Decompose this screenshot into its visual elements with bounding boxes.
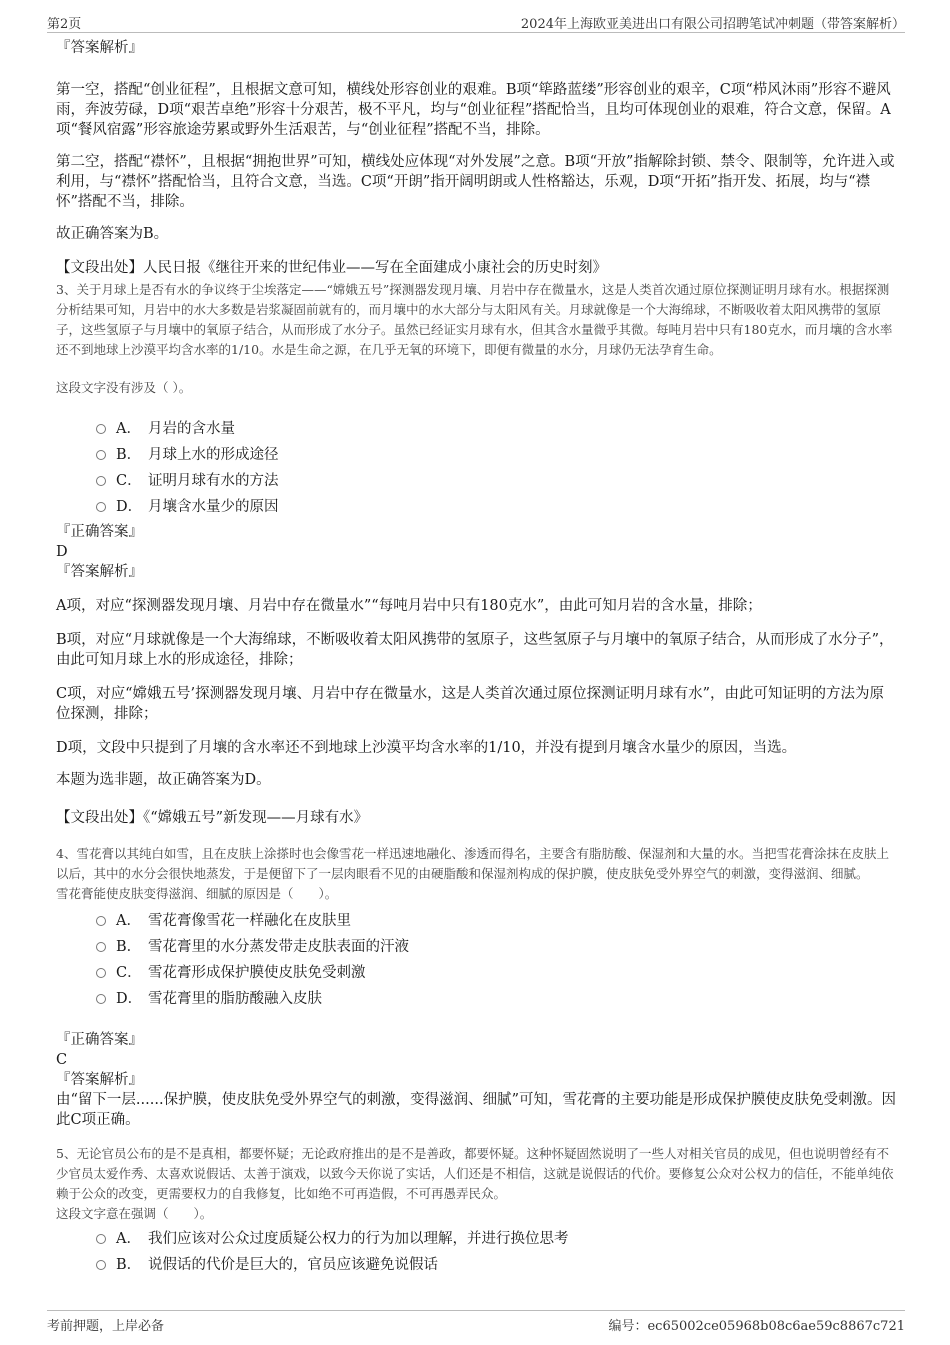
option-list: [56, 906, 896, 1010]
conclusion: 本题为选非题，故正确答案为D。: [56, 772, 271, 788]
analysis-paragraph: A项，对应“探测器发现月壤、月岩中存在微量水”“每吨月岩中只有180克水”，由此可知月岩的含水量，排除；: [56, 598, 762, 614]
page-footer: [47, 1310, 905, 1335]
source-citation: 【文段出处】人民日报《继往开来的世纪伟业——写在全面建成小康社会的历史时刻》: [56, 260, 607, 276]
option-a[interactable]: A． 雪花膏像雪花一样融化在皮肤里: [96, 906, 896, 932]
question-prompt: 这段文字没有涉及（ ）。: [56, 380, 192, 395]
question-stem: 5、无论官员公布的是不是真相，都要怀疑；无论政府推出的是不是善政，都要怀疑。这种怀疑固然说明了一些人对相关官员的成见，但也说明曾经有不少官员太爱作秀、太喜欢说假话、太善于演戏，以致今天你说了实话，人们还是不相信，这就是说假话的代价。要修复公众对公权力的信任，不能单纯依赖于公众的改变，更需要权力的自我修复，比如绝不可再造假，不可再愚弄民众。: [56, 1146, 894, 1201]
analysis-label: 『答案解析』: [56, 564, 143, 580]
radio-icon[interactable]: [96, 916, 106, 926]
analysis-label: 『答案解析』: [56, 1072, 143, 1088]
correct-answer: C: [56, 1052, 68, 1068]
question-prompt: 雪花膏能使皮肤变得滋润、细腻的原因是（ ）。: [56, 886, 338, 901]
radio-icon[interactable]: [96, 476, 106, 486]
option-list: [56, 1224, 896, 1276]
radio-icon[interactable]: [96, 1260, 106, 1270]
analysis-paragraph: 第一空，搭配“创业征程”，且根据文意可知，横线处形容创业的艰难。B项“筚路蓝缕”形容创业的艰辛，C项“栉风沐雨”形容不避风雨，奔波劳碌，D项“艰苦卓绝”形容十分艰苦，极不平凡，均与“创业征程”搭配恰当，且均可体现创业的艰难，符合文意，保留。A项“餐风宿露”形容旅途劳累或野外生活艰苦，与“创业征程”搭配不当，排除。: [56, 82, 891, 138]
answer-label: 『正确答案』: [56, 1032, 143, 1048]
radio-icon[interactable]: [96, 968, 106, 978]
radio-icon[interactable]: [96, 424, 106, 434]
question-prompt: 这段文字意在强调（ ）。: [56, 1206, 213, 1221]
page-number: 第2页: [47, 17, 82, 32]
analysis-paragraph: D项，文段中只提到了月壤的含水率还不到地球上沙漠平均含水率的1/10，并没有提到月壤含水量少的原因，当选。: [56, 740, 797, 756]
analysis-paragraph: B项，对应“月球就像是一个大海绵球，不断吸收着太阳风携带的氢原子，这些氢原子与月壤中的氧原子结合，从而形成了水分子”，由此可知月球上水的形成途径，排除；: [56, 632, 894, 668]
analysis-paragraph: 第二空，搭配“襟怀”，且根据“拥抱世界”可知，横线处应体现“对外发展”之意。B项“开放”指解除封锁、禁令、限制等，允许进入或利用，与“襟怀”搭配恰当，且符合文意，当选。C项“开朗”指开阔明朗或人性格豁达，乐观，D项“开拓”指开发、拓展，均与“襟怀”搭配不当，排除。: [56, 154, 895, 210]
option-c[interactable]: C． 证明月球有水的方法: [96, 466, 896, 492]
source-citation: 【文段出处】《“嫦娥五号”新发现——月球有水》: [56, 810, 369, 826]
footer-slogan: 考前押题，上岸必备: [47, 1319, 165, 1334]
radio-icon[interactable]: [96, 502, 106, 512]
analysis-paragraph: C项，对应“嫦娥五号’探测器发现月壤、月岩中存在微量水，这是人类首次通过原位探测证明月球有水”，由此可知证明的方法为原位探测，排除；: [56, 686, 885, 722]
document-title: 2024年上海欧亚美进出口有限公司招聘笔试冲刺题（带答案解析）: [520, 17, 905, 32]
option-a[interactable]: A． 月岩的含水量: [96, 414, 896, 440]
document-body: [56, 38, 896, 1276]
radio-icon[interactable]: [96, 450, 106, 460]
option-d[interactable]: D． 月壤含水量少的原因: [96, 492, 896, 518]
radio-icon[interactable]: [96, 942, 106, 952]
question-stem: 4、雪花膏以其纯白如雪，且在皮肤上涂搽时也会像雪花一样迅速地融化、渗透而得名，主要含有脂肪酸、保湿剂和大量的水。当把雪花膏涂抹在皮肤上以后，其中的水分会很快地蒸发，于是便留下了一层肉眼看不见的由硬脂酸和保湿剂构成的保护膜，使皮肤免受外界空气的刺激，变得滋润、细腻。: [56, 846, 889, 881]
radio-icon[interactable]: [96, 1234, 106, 1244]
conclusion: 故正确答案为B。: [56, 226, 169, 242]
option-list: [56, 414, 896, 518]
radio-icon[interactable]: [96, 994, 106, 1004]
answer-label: 『正确答案』: [56, 524, 143, 540]
option-a[interactable]: A． 我们应该对公众过度质疑公权力的行为加以理解，并进行换位思考: [96, 1224, 896, 1250]
option-b[interactable]: B． 说假话的代价是巨大的，官员应该避免说假话: [96, 1250, 896, 1276]
analysis-paragraph: 由“留下一层......保护膜，使皮肤免受外界空气的刺激，变得滋润、细腻”可知，雪花膏的主要功能是形成保护膜使皮肤免受刺激。因此C项正确。: [56, 1092, 896, 1128]
correct-answer: D: [56, 544, 68, 560]
option-c[interactable]: C． 雪花膏形成保护膜使皮肤免受刺激: [96, 958, 896, 984]
document-id: 编号：ec65002ce05968b08c6ae59c8867c721: [608, 1319, 905, 1334]
analysis-label: 『答案解析』: [56, 40, 143, 56]
option-b[interactable]: B． 月球上水的形成途径: [96, 440, 896, 466]
question-stem: 3、关于月球上是否有水的争议终于尘埃落定——“嫦娥五号”探测器发现月壤、月岩中存在微量水，这是人类首次通过原位探测证明月球有水。根据探测分析结果可知，月岩中的水大多数是岩浆凝固前就有的，而月壤中的水大部分与太阳风有关。月球就像是一个大海绵球，不断吸收着太阳风携带的氢原子，这些氢原子与月壤中的氧原子结合，从而形成了水分子。虽然已经证实月球有水，但其含水量微乎其微。每吨月岩中只有180克水，而月壤的含水率还不到地球上沙漠平均含水率的1/10。水是生命之源，在几乎无氧的环境下，即便有微量的水分，月球仍无法孕育生命。: [56, 282, 893, 357]
option-d[interactable]: D． 雪花膏里的脂肪酸融入皮肤: [96, 984, 896, 1010]
option-b[interactable]: B． 雪花膏里的水分蒸发带走皮肤表面的汗液: [96, 932, 896, 958]
page-header: [47, 10, 905, 33]
